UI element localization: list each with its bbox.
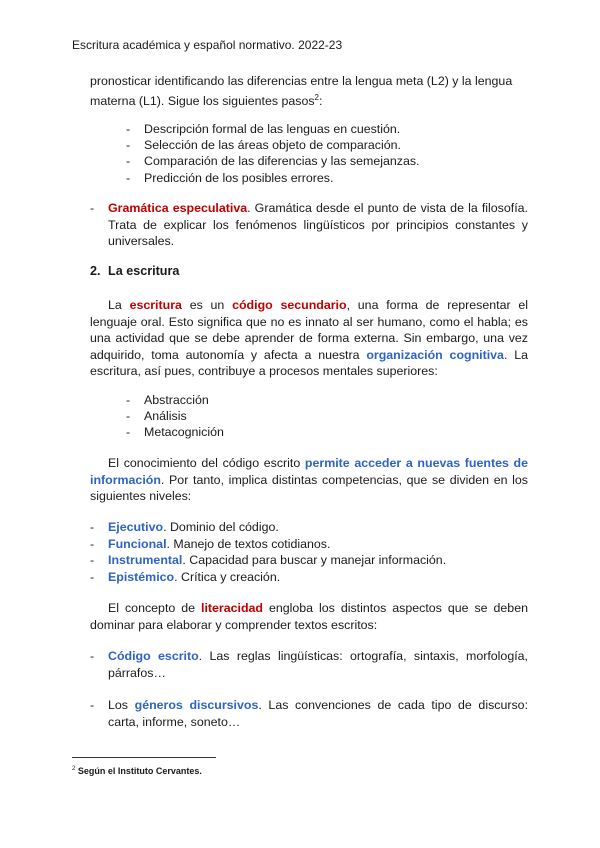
list-item: - Selección de las áreas objeto de comparación. — [126, 137, 526, 153]
section-heading — [90, 264, 179, 278]
term-literacidad: literacidad — [201, 601, 263, 615]
text-run: El concepto de — [108, 601, 201, 615]
list-item — [90, 536, 528, 553]
section-title: La escritura — [108, 264, 180, 278]
list-item: - Predicción de los posibles errores. — [126, 170, 526, 186]
dash-marker: - — [90, 569, 95, 584]
intro-paragraph — [90, 73, 528, 109]
text-run: , una forma de representar el lenguaje oral. Esto significa que no es innato al ser humano, como el habla; es una actividad que se debe aprender de forma externa. Sin embargo, una vez adquirido, toma autonomía y afecta a nuestra — [90, 298, 528, 362]
level-text: . Capacidad para buscar y manejar información. — [182, 553, 447, 567]
dash-marker: - — [90, 649, 95, 663]
term-ejecutivo: Ejecutivo — [108, 520, 164, 534]
list-item — [90, 519, 528, 536]
text-run: . Por tanto, implica distintas competencias, que se dividen en los siguientes niveles: — [90, 472, 528, 503]
aspect-text: . Las reglas lingüísticas: ortografía, sintaxis, morfología, párrafos… — [108, 649, 528, 680]
intro-line-2-text: materna (L1). Sigue los siguientes pasos — [90, 93, 315, 108]
dash-marker: - — [90, 201, 95, 215]
term-epistemico: Epistémico — [108, 569, 175, 584]
level-text: . Dominio del código. — [163, 520, 279, 534]
intro-line-2-end: : — [319, 93, 323, 108]
list-item — [90, 569, 528, 586]
text-run: El conocimiento del código escrito — [108, 456, 305, 470]
dash-marker: - — [90, 698, 95, 712]
level-text: . Crítica y creación. — [174, 569, 281, 584]
list-item — [90, 697, 528, 730]
footnote-separator — [72, 757, 216, 758]
paragraph-literacidad — [90, 600, 528, 633]
list-item: - Análisis — [126, 408, 526, 424]
term-organizacion-cognitiva: organización cognitiva — [366, 347, 504, 362]
term-instrumental: Instrumental — [108, 553, 183, 567]
paragraph-conocimiento — [90, 455, 528, 505]
list-item: - Metacognición — [126, 424, 526, 440]
text-run: . La escritura, así pues, contribuye a procesos mentales superiores: — [90, 347, 528, 378]
section-number: 2. — [90, 264, 101, 278]
list-item — [90, 200, 528, 250]
intro-line-1: pronosticar identificando las diferencias entre la lengua meta (L2) y la lengua — [90, 74, 513, 88]
level-text: . Manejo de textos cotidianos. — [166, 536, 331, 551]
intro-line-2 — [90, 90, 528, 110]
footnote-text: Según el Instituto Cervantes. — [75, 766, 202, 776]
page-header: Escritura académica y español normativo. 2022-23 — [72, 38, 343, 52]
speculative-text: . Gramática desde el punto de vista de la filosofía. Trata de explicar los fenómenos lingüísticos por principios constantes y universales. — [108, 201, 528, 248]
aspect-prefix: Los — [108, 698, 135, 712]
list-item — [90, 648, 528, 681]
term-escritura: escritura — [129, 298, 182, 312]
term-codigo-escrito: Código escrito — [108, 649, 199, 663]
aspects-list — [90, 648, 528, 730]
term-codigo-secundario: código secundario — [232, 298, 347, 312]
text-run: La — [108, 298, 130, 312]
term-generos-discursivos: géneros discursivos — [134, 698, 259, 712]
term-nuevas-fuentes: permite acceder a nuevas fuentes de información — [90, 456, 528, 487]
list-item: - Comparación de las diferencias y las semejanzas. — [126, 153, 526, 169]
term-gramatica-especulativa: Gramática especulativa — [108, 201, 248, 215]
footnote-reference[interactable]: 2 — [314, 92, 319, 102]
text-run: engloba los distintos aspectos que se deben dominar para elaborar y comprender textos escritos: — [90, 601, 528, 632]
aspect-text: . Las convenciones de cada tipo de discurso: carta, informe, soneto… — [108, 698, 529, 729]
list-item: - Abstracción — [126, 392, 526, 408]
steps-list — [126, 121, 526, 186]
list-item — [90, 552, 528, 569]
dash-marker: - — [90, 520, 95, 534]
footnote-mark: 2 — [72, 766, 76, 772]
paragraph-escritura — [90, 297, 528, 380]
footnote — [72, 766, 202, 776]
levels-list — [90, 519, 528, 585]
dash-marker: - — [90, 536, 95, 551]
processes-list — [126, 392, 526, 441]
text-run: es un — [181, 298, 233, 312]
dash-marker: - — [90, 553, 95, 567]
list-item: - Descripción formal de las lenguas en cuestión. — [126, 121, 526, 137]
speculative-list — [90, 200, 528, 250]
term-funcional: Funcional — [108, 536, 167, 551]
